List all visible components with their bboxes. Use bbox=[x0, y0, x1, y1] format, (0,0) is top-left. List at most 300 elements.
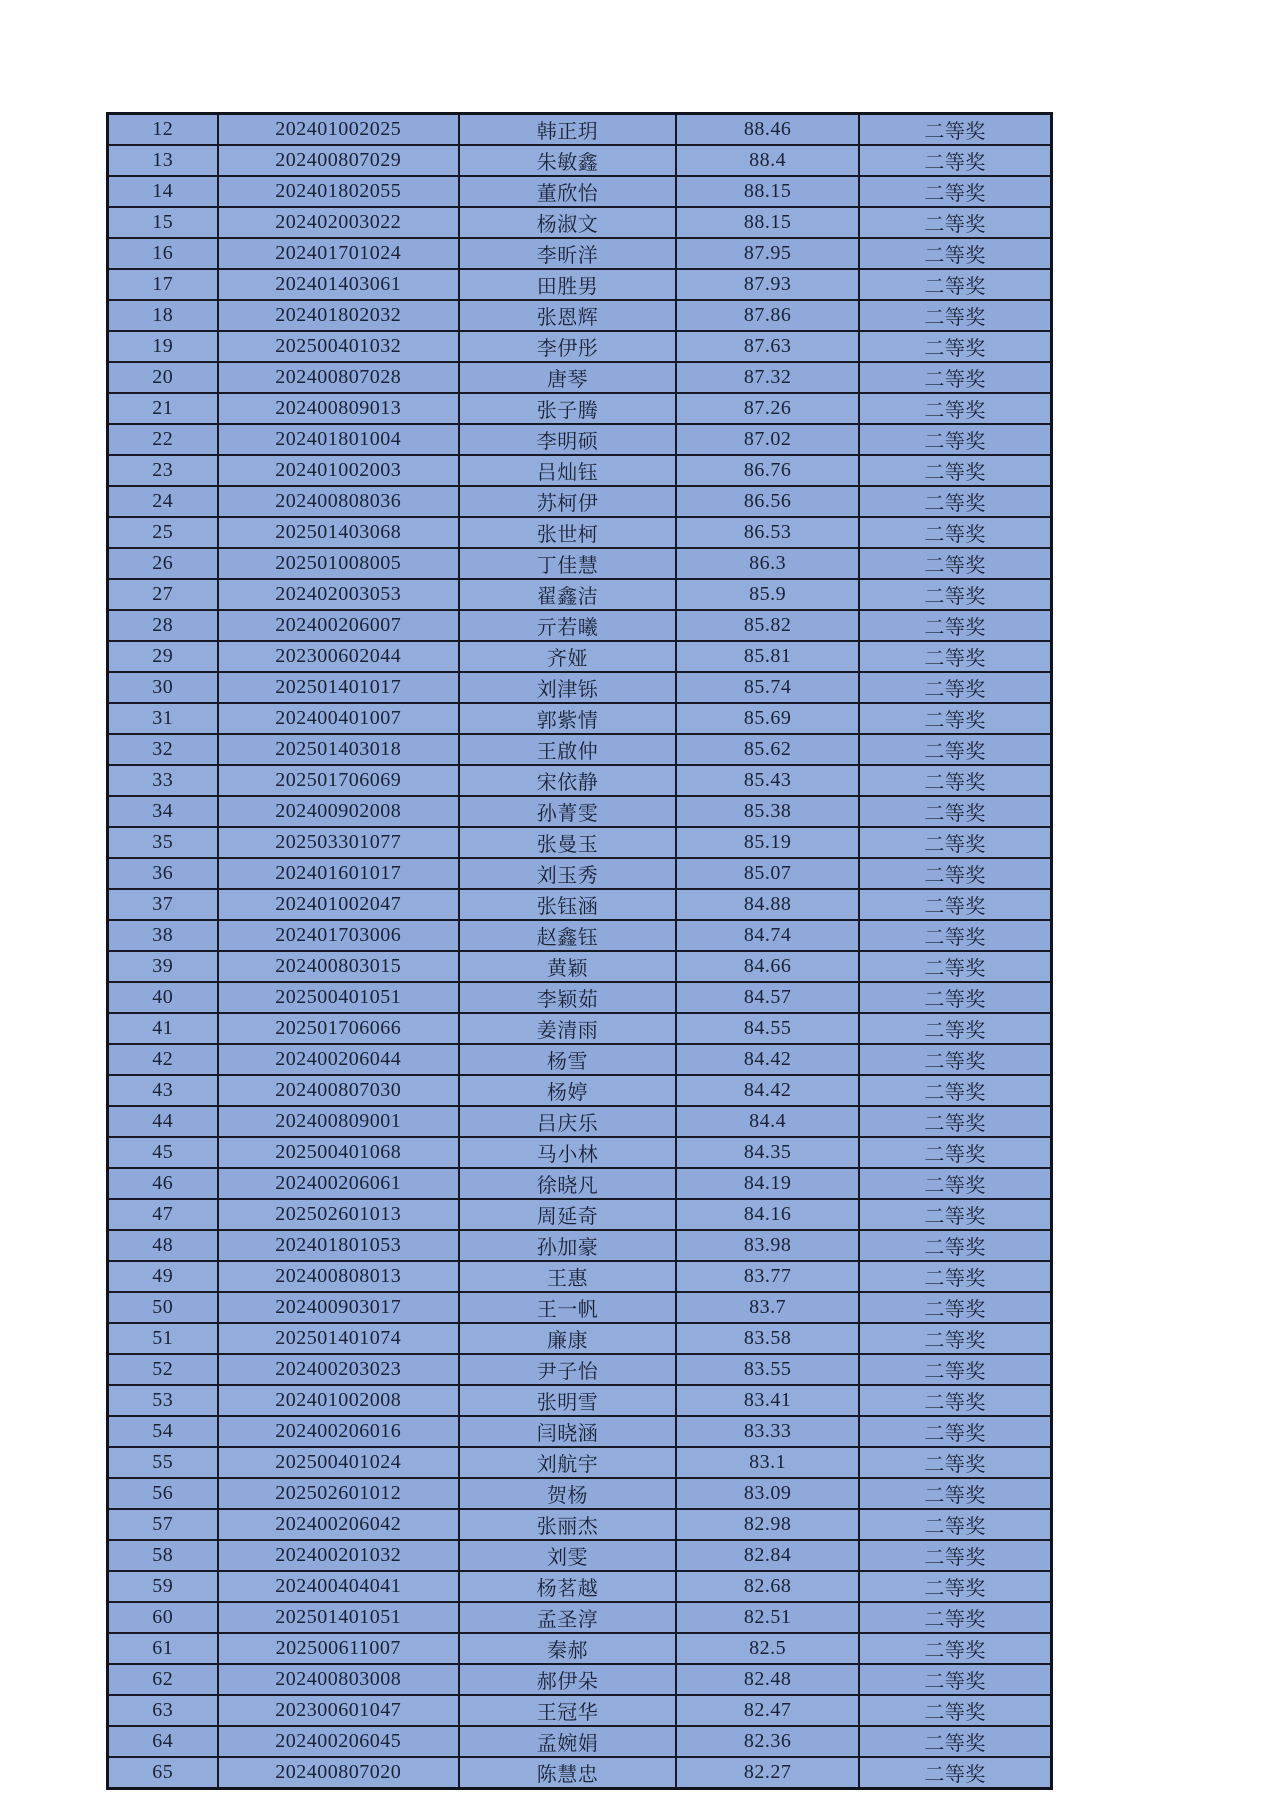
table-row bbox=[108, 548, 1052, 579]
student-id-cell: 202500401051 bbox=[218, 982, 459, 1013]
name-cell: 董欣怡 bbox=[459, 176, 676, 207]
student-id-cell: 202502601013 bbox=[218, 1199, 459, 1230]
table-row bbox=[108, 1106, 1052, 1137]
award-cell: 二等奖 bbox=[859, 1664, 1051, 1695]
rank-cell: 41 bbox=[108, 1013, 218, 1044]
rank-cell: 27 bbox=[108, 579, 218, 610]
award-cell: 二等奖 bbox=[859, 1540, 1051, 1571]
score-cell: 84.35 bbox=[676, 1137, 859, 1168]
rank-cell: 44 bbox=[108, 1106, 218, 1137]
rank-cell: 16 bbox=[108, 238, 218, 269]
student-id-cell: 202401802055 bbox=[218, 176, 459, 207]
rank-cell: 63 bbox=[108, 1695, 218, 1726]
name-cell: 陈慧忠 bbox=[459, 1757, 676, 1789]
award-cell: 二等奖 bbox=[859, 455, 1051, 486]
name-cell: 唐琴 bbox=[459, 362, 676, 393]
student-id-cell: 202503301077 bbox=[218, 827, 459, 858]
score-cell: 87.63 bbox=[676, 331, 859, 362]
student-id-cell: 202401703006 bbox=[218, 920, 459, 951]
student-id-cell: 202501008005 bbox=[218, 548, 459, 579]
table-row bbox=[108, 238, 1052, 269]
table-row bbox=[108, 1013, 1052, 1044]
score-cell: 83.58 bbox=[676, 1323, 859, 1354]
award-cell: 二等奖 bbox=[859, 517, 1051, 548]
rank-cell: 55 bbox=[108, 1447, 218, 1478]
award-cell: 二等奖 bbox=[859, 1571, 1051, 1602]
table-row bbox=[108, 1075, 1052, 1106]
score-cell: 85.9 bbox=[676, 579, 859, 610]
rank-cell: 38 bbox=[108, 920, 218, 951]
rank-cell: 12 bbox=[108, 114, 218, 146]
student-id-cell: 202501403018 bbox=[218, 734, 459, 765]
rank-cell: 15 bbox=[108, 207, 218, 238]
score-cell: 87.86 bbox=[676, 300, 859, 331]
score-cell: 82.36 bbox=[676, 1726, 859, 1757]
rank-cell: 25 bbox=[108, 517, 218, 548]
rank-cell: 42 bbox=[108, 1044, 218, 1075]
name-cell: 张曼玉 bbox=[459, 827, 676, 858]
name-cell: 韩正玥 bbox=[459, 114, 676, 146]
award-cell: 二等奖 bbox=[859, 827, 1051, 858]
award-cell: 二等奖 bbox=[859, 548, 1051, 579]
score-cell: 83.09 bbox=[676, 1478, 859, 1509]
award-cell: 二等奖 bbox=[859, 1633, 1051, 1664]
score-cell: 85.81 bbox=[676, 641, 859, 672]
score-cell: 83.41 bbox=[676, 1385, 859, 1416]
name-cell: 徐晓凡 bbox=[459, 1168, 676, 1199]
name-cell: 王冠华 bbox=[459, 1695, 676, 1726]
student-id-cell: 202401403061 bbox=[218, 269, 459, 300]
student-id-cell: 202400206016 bbox=[218, 1416, 459, 1447]
name-cell: 廉康 bbox=[459, 1323, 676, 1354]
name-cell: 郝伊朵 bbox=[459, 1664, 676, 1695]
award-cell: 二等奖 bbox=[859, 207, 1051, 238]
score-cell: 83.77 bbox=[676, 1261, 859, 1292]
score-cell: 85.07 bbox=[676, 858, 859, 889]
award-cell: 二等奖 bbox=[859, 176, 1051, 207]
table-row bbox=[108, 1137, 1052, 1168]
award-cell: 二等奖 bbox=[859, 114, 1051, 146]
score-cell: 85.38 bbox=[676, 796, 859, 827]
name-cell: 宋依静 bbox=[459, 765, 676, 796]
rank-cell: 57 bbox=[108, 1509, 218, 1540]
name-cell: 吕灿钰 bbox=[459, 455, 676, 486]
score-cell: 82.47 bbox=[676, 1695, 859, 1726]
student-id-cell: 202401801053 bbox=[218, 1230, 459, 1261]
score-cell: 88.15 bbox=[676, 176, 859, 207]
score-cell: 88.15 bbox=[676, 207, 859, 238]
name-cell: 王啟仲 bbox=[459, 734, 676, 765]
score-cell: 85.43 bbox=[676, 765, 859, 796]
award-cell: 二等奖 bbox=[859, 331, 1051, 362]
table-row bbox=[108, 734, 1052, 765]
student-id-cell: 202501706066 bbox=[218, 1013, 459, 1044]
name-cell: 刘航宇 bbox=[459, 1447, 676, 1478]
score-cell: 82.48 bbox=[676, 1664, 859, 1695]
student-id-cell: 202300602044 bbox=[218, 641, 459, 672]
award-results-table bbox=[106, 112, 1053, 1790]
name-cell: 马小林 bbox=[459, 1137, 676, 1168]
name-cell: 张丽杰 bbox=[459, 1509, 676, 1540]
table-row bbox=[108, 455, 1052, 486]
award-cell: 二等奖 bbox=[859, 1416, 1051, 1447]
award-cell: 二等奖 bbox=[859, 982, 1051, 1013]
table-row bbox=[108, 1199, 1052, 1230]
award-cell: 二等奖 bbox=[859, 1013, 1051, 1044]
table-row bbox=[108, 331, 1052, 362]
award-cell: 二等奖 bbox=[859, 796, 1051, 827]
table-row bbox=[108, 269, 1052, 300]
name-cell: 苏柯伊 bbox=[459, 486, 676, 517]
award-cell: 二等奖 bbox=[859, 1478, 1051, 1509]
award-cell: 二等奖 bbox=[859, 1168, 1051, 1199]
rank-cell: 26 bbox=[108, 548, 218, 579]
table-row bbox=[108, 1354, 1052, 1385]
rank-cell: 19 bbox=[108, 331, 218, 362]
student-id-cell: 202500401024 bbox=[218, 1447, 459, 1478]
name-cell: 丁佳慧 bbox=[459, 548, 676, 579]
score-cell: 84.42 bbox=[676, 1044, 859, 1075]
score-cell: 82.51 bbox=[676, 1602, 859, 1633]
student-id-cell: 202400808036 bbox=[218, 486, 459, 517]
award-cell: 二等奖 bbox=[859, 269, 1051, 300]
table-row bbox=[108, 393, 1052, 424]
rank-cell: 50 bbox=[108, 1292, 218, 1323]
table-row bbox=[108, 1292, 1052, 1323]
score-cell: 86.53 bbox=[676, 517, 859, 548]
student-id-cell: 202501401074 bbox=[218, 1323, 459, 1354]
rank-cell: 36 bbox=[108, 858, 218, 889]
table-row bbox=[108, 1168, 1052, 1199]
rank-cell: 39 bbox=[108, 951, 218, 982]
score-cell: 83.7 bbox=[676, 1292, 859, 1323]
award-cell: 二等奖 bbox=[859, 393, 1051, 424]
rank-cell: 47 bbox=[108, 1199, 218, 1230]
award-cell: 二等奖 bbox=[859, 1075, 1051, 1106]
score-cell: 87.32 bbox=[676, 362, 859, 393]
name-cell: 张世柯 bbox=[459, 517, 676, 548]
table-row bbox=[108, 1416, 1052, 1447]
rank-cell: 48 bbox=[108, 1230, 218, 1261]
score-cell: 83.55 bbox=[676, 1354, 859, 1385]
name-cell: 亓若曦 bbox=[459, 610, 676, 641]
table-row bbox=[108, 1571, 1052, 1602]
student-id-cell: 202401002025 bbox=[218, 114, 459, 146]
table-row bbox=[108, 114, 1052, 146]
student-id-cell: 202501403068 bbox=[218, 517, 459, 548]
table-row bbox=[108, 920, 1052, 951]
score-cell: 82.84 bbox=[676, 1540, 859, 1571]
award-cell: 二等奖 bbox=[859, 1230, 1051, 1261]
student-id-cell: 202400206044 bbox=[218, 1044, 459, 1075]
name-cell: 李伊彤 bbox=[459, 331, 676, 362]
score-cell: 86.56 bbox=[676, 486, 859, 517]
award-cell: 二等奖 bbox=[859, 1323, 1051, 1354]
award-cell: 二等奖 bbox=[859, 300, 1051, 331]
table-row bbox=[108, 1478, 1052, 1509]
rank-cell: 35 bbox=[108, 827, 218, 858]
table-row bbox=[108, 362, 1052, 393]
student-id-cell: 202400808013 bbox=[218, 1261, 459, 1292]
rank-cell: 43 bbox=[108, 1075, 218, 1106]
student-id-cell: 202501401051 bbox=[218, 1602, 459, 1633]
rank-cell: 17 bbox=[108, 269, 218, 300]
name-cell: 朱敏鑫 bbox=[459, 145, 676, 176]
award-cell: 二等奖 bbox=[859, 1695, 1051, 1726]
rank-cell: 52 bbox=[108, 1354, 218, 1385]
rank-cell: 54 bbox=[108, 1416, 218, 1447]
score-cell: 83.33 bbox=[676, 1416, 859, 1447]
score-cell: 87.02 bbox=[676, 424, 859, 455]
score-cell: 88.46 bbox=[676, 114, 859, 146]
rank-cell: 22 bbox=[108, 424, 218, 455]
rank-cell: 32 bbox=[108, 734, 218, 765]
score-cell: 84.42 bbox=[676, 1075, 859, 1106]
name-cell: 齐娅 bbox=[459, 641, 676, 672]
award-cell: 二等奖 bbox=[859, 1137, 1051, 1168]
student-id-cell: 202402003053 bbox=[218, 579, 459, 610]
name-cell: 尹子怡 bbox=[459, 1354, 676, 1385]
rank-cell: 20 bbox=[108, 362, 218, 393]
student-id-cell: 202500401032 bbox=[218, 331, 459, 362]
rank-cell: 21 bbox=[108, 393, 218, 424]
table-row bbox=[108, 951, 1052, 982]
rank-cell: 13 bbox=[108, 145, 218, 176]
name-cell: 翟鑫洁 bbox=[459, 579, 676, 610]
score-cell: 85.82 bbox=[676, 610, 859, 641]
award-cell: 二等奖 bbox=[859, 1757, 1051, 1789]
student-id-cell: 202400807028 bbox=[218, 362, 459, 393]
student-id-cell: 202501706069 bbox=[218, 765, 459, 796]
award-cell: 二等奖 bbox=[859, 1261, 1051, 1292]
student-id-cell: 202400201032 bbox=[218, 1540, 459, 1571]
student-id-cell: 202400206061 bbox=[218, 1168, 459, 1199]
student-id-cell: 202400203023 bbox=[218, 1354, 459, 1385]
score-cell: 85.19 bbox=[676, 827, 859, 858]
rank-cell: 53 bbox=[108, 1385, 218, 1416]
rank-cell: 64 bbox=[108, 1726, 218, 1757]
rank-cell: 29 bbox=[108, 641, 218, 672]
table-row bbox=[108, 176, 1052, 207]
student-id-cell: 202400206042 bbox=[218, 1509, 459, 1540]
rank-cell: 33 bbox=[108, 765, 218, 796]
table-row bbox=[108, 1540, 1052, 1571]
award-cell: 二等奖 bbox=[859, 238, 1051, 269]
score-cell: 86.76 bbox=[676, 455, 859, 486]
student-id-cell: 202400809001 bbox=[218, 1106, 459, 1137]
award-cell: 二等奖 bbox=[859, 734, 1051, 765]
name-cell: 田胜男 bbox=[459, 269, 676, 300]
table-row bbox=[108, 641, 1052, 672]
award-cell: 二等奖 bbox=[859, 1726, 1051, 1757]
score-cell: 85.62 bbox=[676, 734, 859, 765]
student-id-cell: 202401601017 bbox=[218, 858, 459, 889]
student-id-cell: 202500611007 bbox=[218, 1633, 459, 1664]
rank-cell: 46 bbox=[108, 1168, 218, 1199]
award-cell: 二等奖 bbox=[859, 424, 1051, 455]
name-cell: 孟圣淳 bbox=[459, 1602, 676, 1633]
name-cell: 张钰涵 bbox=[459, 889, 676, 920]
score-cell: 84.55 bbox=[676, 1013, 859, 1044]
student-id-cell: 202402003022 bbox=[218, 207, 459, 238]
student-id-cell: 202400807029 bbox=[218, 145, 459, 176]
rank-cell: 14 bbox=[108, 176, 218, 207]
student-id-cell: 202400807020 bbox=[218, 1757, 459, 1789]
student-id-cell: 202502601012 bbox=[218, 1478, 459, 1509]
student-id-cell: 202401802032 bbox=[218, 300, 459, 331]
table-row bbox=[108, 1044, 1052, 1075]
score-cell: 83.1 bbox=[676, 1447, 859, 1478]
score-cell: 82.5 bbox=[676, 1633, 859, 1664]
rank-cell: 23 bbox=[108, 455, 218, 486]
award-cell: 二等奖 bbox=[859, 920, 1051, 951]
name-cell: 刘雯 bbox=[459, 1540, 676, 1571]
student-id-cell: 202400803015 bbox=[218, 951, 459, 982]
rank-cell: 18 bbox=[108, 300, 218, 331]
score-cell: 87.26 bbox=[676, 393, 859, 424]
student-id-cell: 202400809013 bbox=[218, 393, 459, 424]
table-row bbox=[108, 610, 1052, 641]
award-cell: 二等奖 bbox=[859, 951, 1051, 982]
student-id-cell: 202400803008 bbox=[218, 1664, 459, 1695]
name-cell: 刘玉秀 bbox=[459, 858, 676, 889]
table-row bbox=[108, 1230, 1052, 1261]
award-cell: 二等奖 bbox=[859, 145, 1051, 176]
rank-cell: 37 bbox=[108, 889, 218, 920]
rank-cell: 56 bbox=[108, 1478, 218, 1509]
table-row bbox=[108, 300, 1052, 331]
award-cell: 二等奖 bbox=[859, 1199, 1051, 1230]
table-row bbox=[108, 1695, 1052, 1726]
name-cell: 杨茗越 bbox=[459, 1571, 676, 1602]
rank-cell: 65 bbox=[108, 1757, 218, 1789]
table-row bbox=[108, 858, 1052, 889]
table-row bbox=[108, 1509, 1052, 1540]
table-row bbox=[108, 1385, 1052, 1416]
award-cell: 二等奖 bbox=[859, 1509, 1051, 1540]
table-row bbox=[108, 1602, 1052, 1633]
student-id-cell: 202401801004 bbox=[218, 424, 459, 455]
name-cell: 杨雪 bbox=[459, 1044, 676, 1075]
table-row bbox=[108, 207, 1052, 238]
student-id-cell: 202400206007 bbox=[218, 610, 459, 641]
name-cell: 吕庆乐 bbox=[459, 1106, 676, 1137]
name-cell: 张恩辉 bbox=[459, 300, 676, 331]
name-cell: 杨淑文 bbox=[459, 207, 676, 238]
award-cell: 二等奖 bbox=[859, 1292, 1051, 1323]
rank-cell: 58 bbox=[108, 1540, 218, 1571]
table-row bbox=[108, 827, 1052, 858]
score-cell: 84.74 bbox=[676, 920, 859, 951]
rank-cell: 49 bbox=[108, 1261, 218, 1292]
name-cell: 郭紫情 bbox=[459, 703, 676, 734]
name-cell: 李昕洋 bbox=[459, 238, 676, 269]
score-cell: 83.98 bbox=[676, 1230, 859, 1261]
table-row bbox=[108, 889, 1052, 920]
award-cell: 二等奖 bbox=[859, 610, 1051, 641]
student-id-cell: 202400401007 bbox=[218, 703, 459, 734]
table-row bbox=[108, 982, 1052, 1013]
student-id-cell: 202400902008 bbox=[218, 796, 459, 827]
table-row bbox=[108, 517, 1052, 548]
name-cell: 张子腾 bbox=[459, 393, 676, 424]
table-row bbox=[108, 703, 1052, 734]
table-row bbox=[108, 145, 1052, 176]
score-cell: 82.98 bbox=[676, 1509, 859, 1540]
score-cell: 84.66 bbox=[676, 951, 859, 982]
award-cell: 二等奖 bbox=[859, 858, 1051, 889]
score-cell: 84.57 bbox=[676, 982, 859, 1013]
table-row bbox=[108, 796, 1052, 827]
name-cell: 李颖茹 bbox=[459, 982, 676, 1013]
score-cell: 87.93 bbox=[676, 269, 859, 300]
name-cell: 秦郝 bbox=[459, 1633, 676, 1664]
table-row bbox=[108, 424, 1052, 455]
rank-cell: 28 bbox=[108, 610, 218, 641]
award-cell: 二等奖 bbox=[859, 889, 1051, 920]
score-cell: 84.19 bbox=[676, 1168, 859, 1199]
name-cell: 孙菁雯 bbox=[459, 796, 676, 827]
student-id-cell: 202501401017 bbox=[218, 672, 459, 703]
name-cell: 黄颖 bbox=[459, 951, 676, 982]
table-row bbox=[108, 579, 1052, 610]
table-row bbox=[108, 765, 1052, 796]
student-id-cell: 202401002003 bbox=[218, 455, 459, 486]
name-cell: 贺杨 bbox=[459, 1478, 676, 1509]
rank-cell: 59 bbox=[108, 1571, 218, 1602]
award-cell: 二等奖 bbox=[859, 1602, 1051, 1633]
name-cell: 王一帆 bbox=[459, 1292, 676, 1323]
student-id-cell: 202401002047 bbox=[218, 889, 459, 920]
table-row bbox=[108, 1261, 1052, 1292]
table-row bbox=[108, 1323, 1052, 1354]
score-cell: 82.68 bbox=[676, 1571, 859, 1602]
award-cell: 二等奖 bbox=[859, 1354, 1051, 1385]
score-cell: 84.88 bbox=[676, 889, 859, 920]
award-cell: 二等奖 bbox=[859, 579, 1051, 610]
award-cell: 二等奖 bbox=[859, 1447, 1051, 1478]
score-cell: 88.4 bbox=[676, 145, 859, 176]
name-cell: 李明硕 bbox=[459, 424, 676, 455]
student-id-cell: 202400404041 bbox=[218, 1571, 459, 1602]
student-id-cell: 202400206045 bbox=[218, 1726, 459, 1757]
award-cell: 二等奖 bbox=[859, 1106, 1051, 1137]
name-cell: 周延奇 bbox=[459, 1199, 676, 1230]
award-cell: 二等奖 bbox=[859, 362, 1051, 393]
table-row bbox=[108, 1726, 1052, 1757]
score-cell: 82.27 bbox=[676, 1757, 859, 1789]
award-cell: 二等奖 bbox=[859, 672, 1051, 703]
rank-cell: 45 bbox=[108, 1137, 218, 1168]
student-id-cell: 202500401068 bbox=[218, 1137, 459, 1168]
name-cell: 闫晓涵 bbox=[459, 1416, 676, 1447]
name-cell: 王惠 bbox=[459, 1261, 676, 1292]
rank-cell: 30 bbox=[108, 672, 218, 703]
rank-cell: 61 bbox=[108, 1633, 218, 1664]
table-row bbox=[108, 1664, 1052, 1695]
name-cell: 孟婉娟 bbox=[459, 1726, 676, 1757]
rank-cell: 31 bbox=[108, 703, 218, 734]
award-cell: 二等奖 bbox=[859, 765, 1051, 796]
score-cell: 85.74 bbox=[676, 672, 859, 703]
table-row bbox=[108, 672, 1052, 703]
award-cell: 二等奖 bbox=[859, 641, 1051, 672]
name-cell: 杨婷 bbox=[459, 1075, 676, 1106]
award-cell: 二等奖 bbox=[859, 1385, 1051, 1416]
name-cell: 刘津铄 bbox=[459, 672, 676, 703]
student-id-cell: 202401002008 bbox=[218, 1385, 459, 1416]
name-cell: 姜清雨 bbox=[459, 1013, 676, 1044]
